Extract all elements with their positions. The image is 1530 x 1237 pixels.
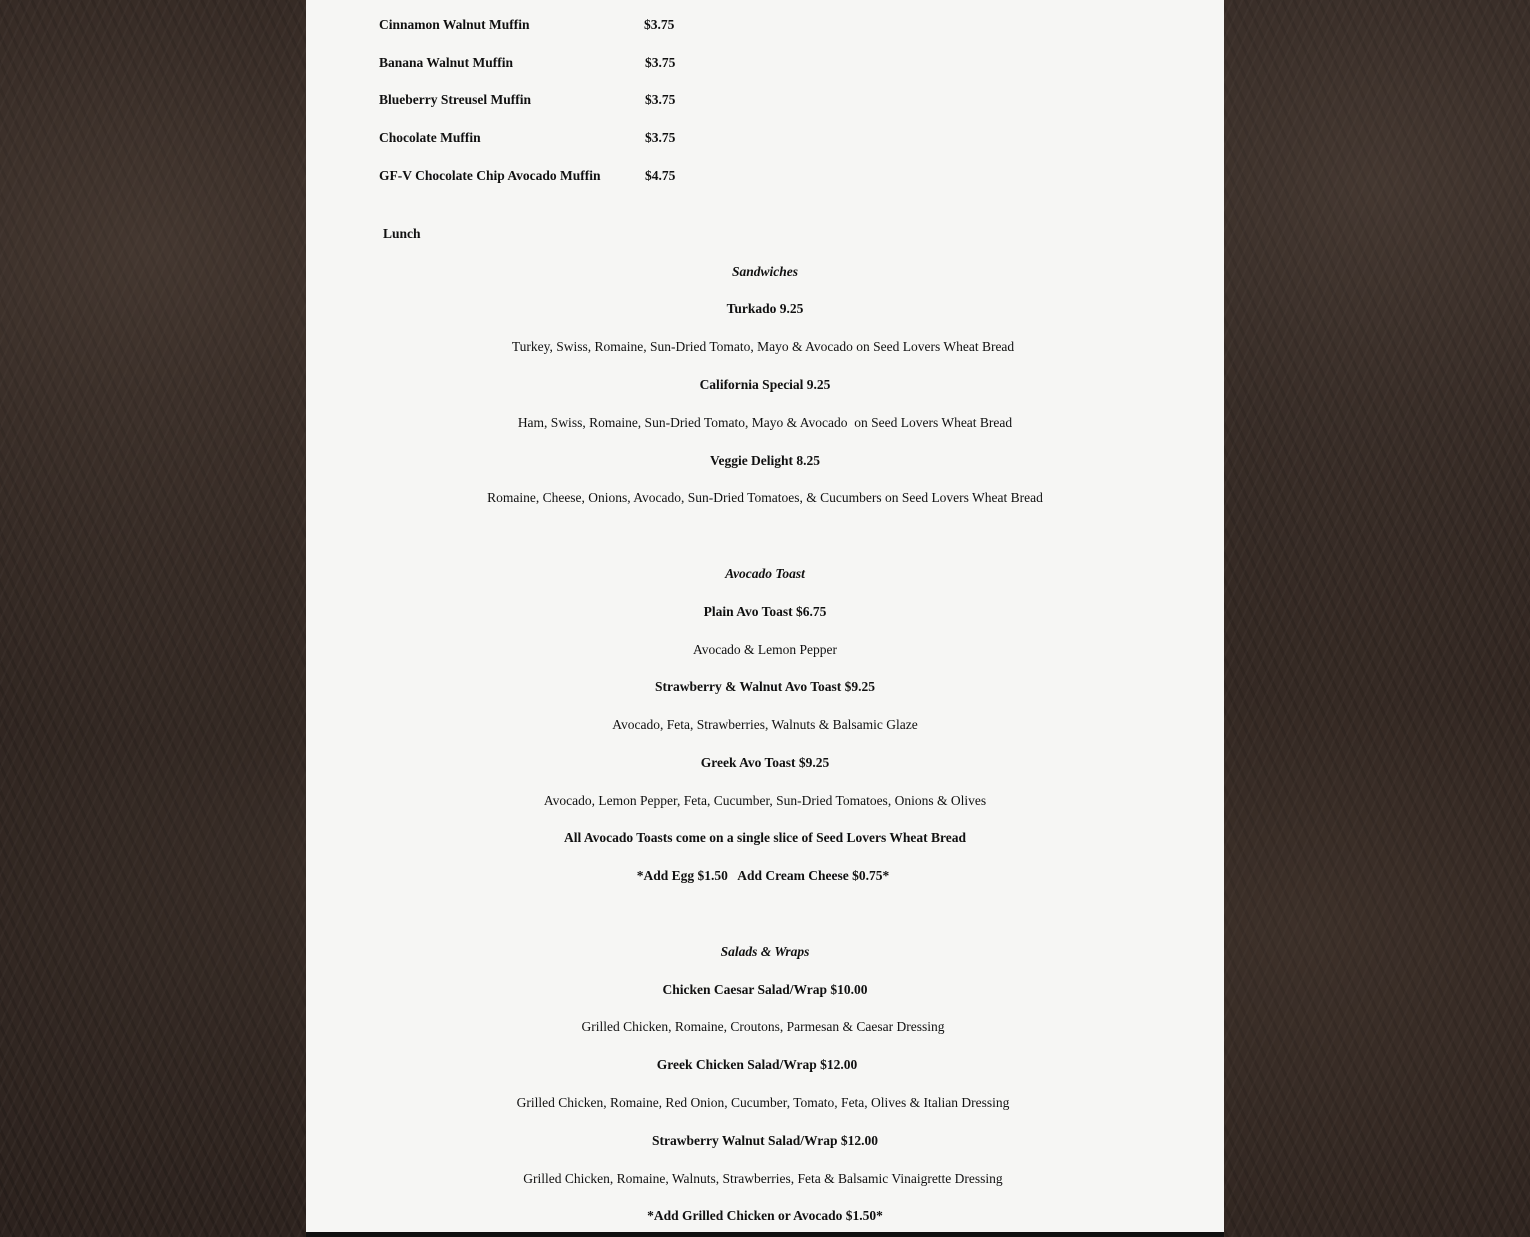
salads-addons: *Add Grilled Chicken or Avocado $1.50*: [647, 1208, 883, 1223]
item-description: Ham, Swiss, Romaine, Sun-Dried Tomato, Mayo & Avocado on Seed Lovers Wheat Bread: [517, 415, 1013, 430]
menu-item-price: $4.75: [645, 168, 676, 183]
lunch-heading: Lunch: [383, 226, 421, 241]
avocado-toast-addons: *Add Egg $1.50 Add Cream Cheese $0.75*: [636, 868, 890, 883]
item-title: Greek Avo Toast $9.25: [700, 755, 830, 770]
menu-item-price: $3.75: [645, 92, 676, 107]
item-description: Grilled Chicken, Romaine, Croutons, Parmesan & Caesar Dressing: [581, 1019, 945, 1034]
item-description: Avocado, Feta, Strawberries, Walnuts & Balsamic Glaze: [612, 717, 918, 732]
item-title: Turkado 9.25: [726, 301, 804, 316]
item-title: California Special 9.25: [699, 377, 831, 392]
menu-item-name: Banana Walnut Muffin: [379, 55, 514, 70]
item-title: Plain Avo Toast $6.75: [703, 604, 827, 619]
menu-item-price: $3.75: [645, 130, 676, 145]
item-description: Avocado & Lemon Pepper: [692, 642, 838, 657]
menu-item-price: $3.75: [644, 17, 675, 32]
item-title: Strawberry Walnut Salad/Wrap $12.00: [651, 1133, 879, 1148]
item-description: Turkey, Swiss, Romaine, Sun-Dried Tomato, Mayo & Avocado on Seed Lovers Wheat Bread: [511, 339, 1015, 354]
item-description: Grilled Chicken, Romaine, Red Onion, Cucumber, Tomato, Feta, Olives & Italian Dressing: [516, 1095, 1010, 1110]
section-heading-salads-wraps: Salads & Wraps: [720, 944, 810, 959]
section-heading-avocado-toast: Avocado Toast: [725, 566, 805, 581]
item-description: Grilled Chicken, Romaine, Walnuts, Strawberries, Feta & Balsamic Vinaigrette Dressing: [523, 1171, 1003, 1186]
menu-item-name: GF-V Chocolate Chip Avocado Muffin: [379, 168, 601, 183]
avocado-toast-note: All Avocado Toasts come on a single slice of Seed Lovers Wheat Bread: [563, 830, 966, 845]
item-description: Romaine, Cheese, Onions, Avocado, Sun-Dried Tomatoes, & Cucumbers on Seed Lovers Wheat Bread: [487, 490, 1043, 505]
section-heading-sandwiches: Sandwiches: [731, 264, 799, 279]
item-title: Veggie Delight 8.25: [709, 453, 821, 468]
panel-bottom-edge: [306, 1232, 1224, 1237]
menu-item-name: Chocolate Muffin: [379, 130, 481, 145]
item-title: Chicken Caesar Salad/Wrap $10.00: [662, 982, 868, 997]
item-title: Strawberry & Walnut Avo Toast $9.25: [654, 679, 876, 694]
item-description: Avocado, Lemon Pepper, Feta, Cucumber, Sun-Dried Tomatoes, Onions & Olives: [543, 793, 987, 808]
menu-item-name: Cinnamon Walnut Muffin: [379, 17, 530, 32]
menu-item-price: $3.75: [645, 55, 676, 70]
menu-item-name: Blueberry Streusel Muffin: [379, 92, 531, 107]
item-title: Greek Chicken Salad/Wrap $12.00: [656, 1057, 858, 1072]
